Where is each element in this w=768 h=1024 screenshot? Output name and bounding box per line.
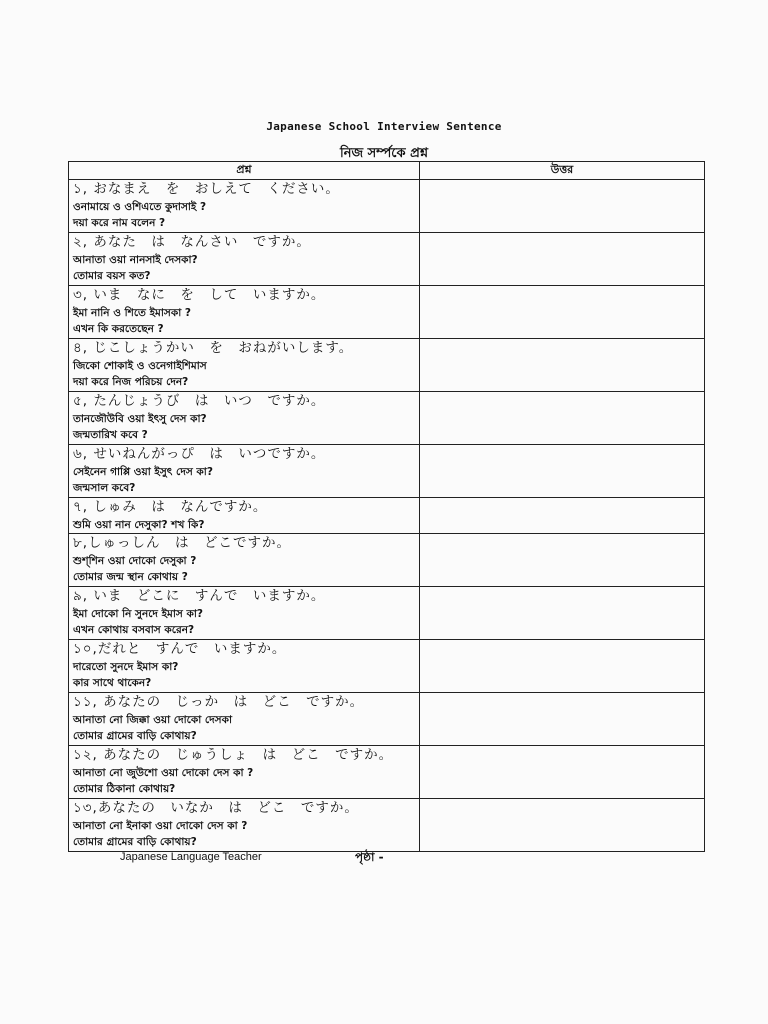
- table-row: [69, 799, 705, 852]
- transliteration: তানজৌউবি ওয়া ইৎসু দেস কা?: [73, 413, 207, 425]
- table-row: [69, 693, 705, 746]
- table-row: [69, 534, 705, 587]
- answer-cell[interactable]: [420, 693, 705, 746]
- answer-cell[interactable]: [420, 534, 705, 587]
- question-cell: [69, 339, 420, 392]
- table-row: [69, 445, 705, 498]
- answer-cell[interactable]: [420, 339, 705, 392]
- bengali-translation: এখন কোথায় বসবাস করেন?: [73, 624, 195, 636]
- section-subtitle: নিজ সর্ম্পকে প্রশ্ন: [339, 146, 428, 161]
- question-cell: [69, 799, 420, 852]
- footer-teacher-label: Japanese Language Teacher: [120, 851, 262, 863]
- bengali-translation: তোমার জন্ম স্থান কোথায় ?: [73, 571, 188, 583]
- page-number-label: পৃষ্ঠা -: [355, 850, 384, 864]
- japanese-question: ১৩,あなたの いなか は どこ ですか。: [73, 800, 359, 816]
- transliteration: সেইনেন গাপ্পি ওয়া ইসুৎ দেস কা?: [73, 466, 213, 478]
- bengali-translation: দয়া করে নাম বলেন ?: [73, 217, 166, 229]
- question-cell: [69, 445, 420, 498]
- bengali-translation: এখন কি করতেছেন ?: [73, 323, 164, 335]
- japanese-question: ২, あなた は なんさい ですか。: [73, 234, 311, 250]
- japanese-question: ৮,しゅっしん は どこですか。: [73, 535, 292, 551]
- table-row: [69, 233, 705, 286]
- transliteration: জিকো শোকাই ও ওনেগাইশিমাস: [73, 360, 207, 372]
- question-cell: [69, 180, 420, 233]
- transliteration: ওনামায়ে ও ওশিএতে কুদাসাই ?: [73, 201, 207, 213]
- question-cell: [69, 746, 420, 799]
- japanese-question: ১, おなまえ を おしえて ください。: [73, 181, 340, 197]
- japanese-question: ১১, あなたの じっか は どこ ですか。: [73, 694, 365, 710]
- transliteration: শুশ্‌শিন ওয়া দোকো দেসুকা ?: [73, 555, 197, 567]
- interview-table: [68, 161, 705, 852]
- japanese-question: ১২, あなたの じゅうしょ は どこ ですか。: [73, 747, 394, 763]
- table-row: [69, 339, 705, 392]
- answer-cell[interactable]: [420, 640, 705, 693]
- transliteration: আনাতা ওয়া নানসাই দেসকা?: [73, 254, 198, 266]
- table-header-row: [69, 162, 705, 180]
- bengali-translation: তোমার ঠিকানা কোথায়?: [73, 783, 176, 795]
- bengali-translation: তোমার গ্রামের বাড়ি কোথায়?: [73, 730, 197, 742]
- japanese-question: ৯, いま どこに すんで いますか。: [73, 588, 326, 604]
- table-row: [69, 587, 705, 640]
- transliteration: আনাতা নো ইনাকা ওয়া দোকো দেস কা ?: [73, 820, 248, 832]
- transliteration: শুমি ওয়া নান দেসুকা? শখ কি?: [73, 519, 205, 531]
- answer-cell[interactable]: [420, 746, 705, 799]
- answer-cell[interactable]: [420, 180, 705, 233]
- japanese-question: ১০,だれと すんで いますか。: [73, 641, 287, 657]
- table-row: [69, 392, 705, 445]
- japanese-question: ৬, せいねんがっぴ は いつですか。: [73, 446, 326, 462]
- japanese-question: ৭, しゅみ は なんですか。: [73, 499, 268, 515]
- transliteration: আনাতা নো জিক্কা ওয়া দোকো দেসকা: [73, 714, 232, 726]
- answer-cell[interactable]: [420, 233, 705, 286]
- table-row: [69, 286, 705, 339]
- transliteration: দারেতো সুনদে ইমাস কা?: [73, 661, 179, 673]
- answer-cell[interactable]: [420, 799, 705, 852]
- answer-cell[interactable]: [420, 286, 705, 339]
- japanese-question: ৪, じこしょうかい を おねがいします。: [73, 340, 354, 356]
- answer-cell[interactable]: [420, 392, 705, 445]
- table-row: [69, 640, 705, 693]
- bengali-translation: দয়া করে নিজ পরিচয় দেন?: [73, 376, 189, 388]
- bengali-translation: জন্মসাল কবে?: [73, 482, 136, 494]
- answer-column-header: উত্তর: [420, 162, 705, 180]
- bengali-translation: জন্মতারিখ কবে ?: [73, 429, 148, 441]
- question-cell: [69, 286, 420, 339]
- answer-cell[interactable]: [420, 587, 705, 640]
- japanese-question: ৩, いま なに を して いますか。: [73, 287, 326, 303]
- question-cell: [69, 233, 420, 286]
- answer-cell[interactable]: [420, 498, 705, 534]
- bengali-translation: তোমার বয়স কত?: [73, 270, 151, 282]
- transliteration: আনাতা নো জুউশো ওয়া দোকো দেস কা ?: [73, 767, 254, 779]
- question-cell: [69, 534, 420, 587]
- question-cell: [69, 587, 420, 640]
- bengali-translation: তোমার গ্রামের বাড়ি কোথায়?: [73, 836, 197, 848]
- japanese-question: ৫, たんじょうび は いつ ですか。: [73, 393, 326, 409]
- question-cell: [69, 498, 420, 534]
- question-column-header: প্রশ্ন: [69, 162, 420, 180]
- document-title: Japanese School Interview Sentence: [266, 120, 502, 133]
- table-row: [69, 498, 705, 534]
- answer-cell[interactable]: [420, 445, 705, 498]
- question-cell: [69, 392, 420, 445]
- transliteration: ইমা দোকো নি সুনদে ইমাস কা?: [73, 608, 204, 620]
- table-row: [69, 180, 705, 233]
- transliteration: ইমা নানি ও শিতে ইমাসকা ?: [73, 307, 191, 319]
- bengali-translation: কার সাথে থাকেন?: [73, 677, 152, 689]
- question-cell: [69, 640, 420, 693]
- table-row: [69, 746, 705, 799]
- question-cell: [69, 693, 420, 746]
